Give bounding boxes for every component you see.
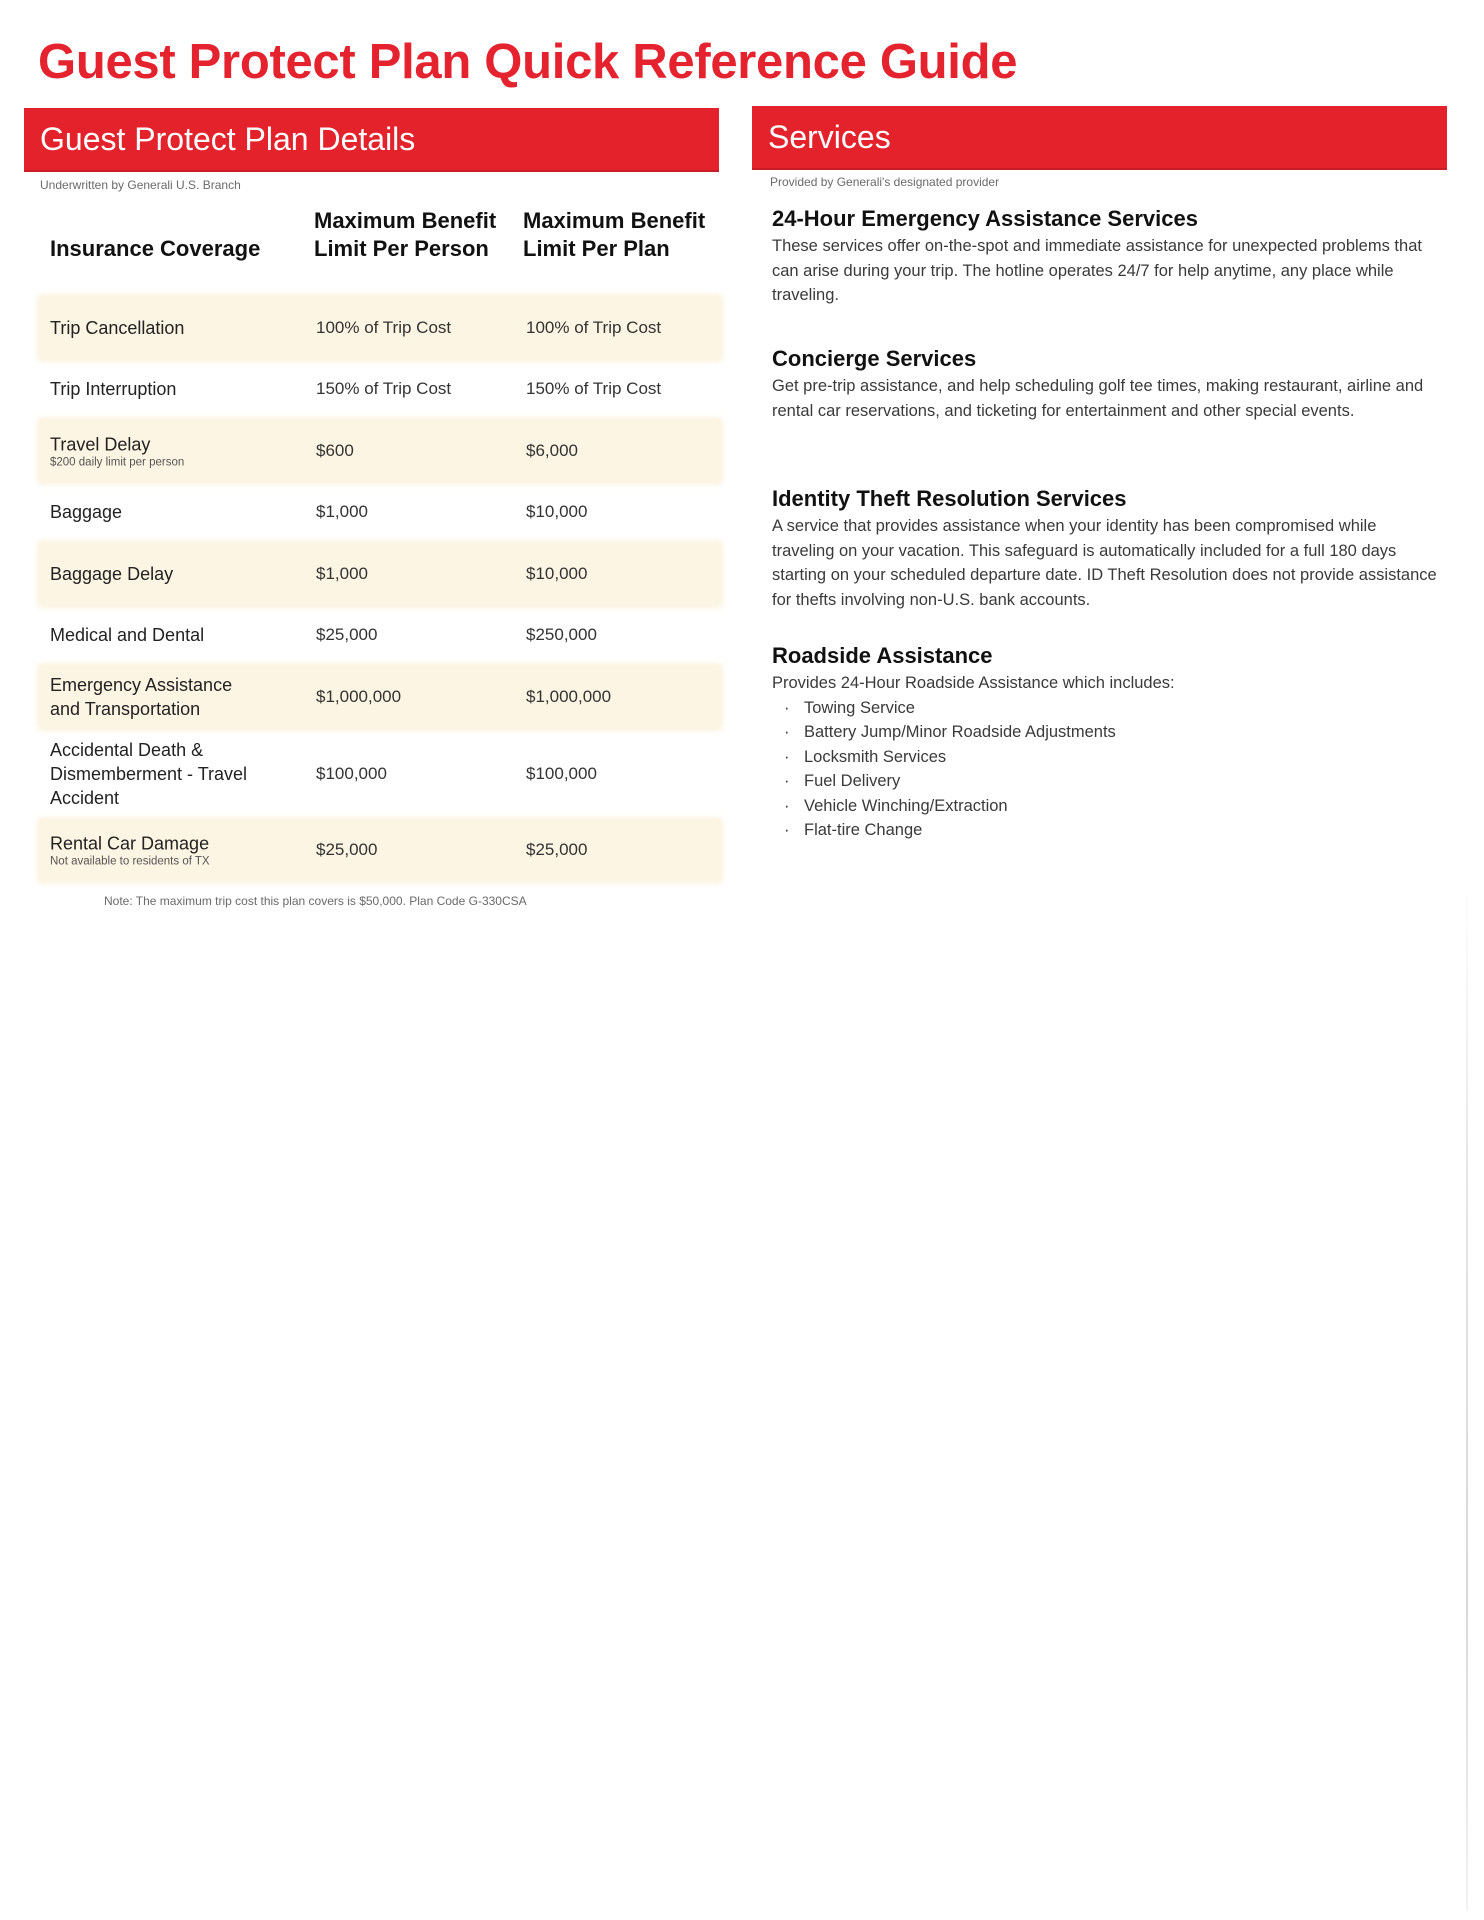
per-person-limit: $1,000,000 bbox=[316, 686, 402, 706]
table-row bbox=[40, 359, 720, 421]
per-person-limit: $1,000 bbox=[316, 563, 368, 583]
coverage-name: Rental Car Damage bbox=[50, 833, 210, 854]
coverage-name: Baggage Delay bbox=[50, 563, 174, 584]
per-plan-limit: $6,000 bbox=[526, 440, 578, 460]
per-person-limit: $100,000 bbox=[316, 763, 387, 783]
coverage-cell bbox=[50, 832, 300, 869]
per-plan-limit: 150% of Trip Cost bbox=[526, 379, 662, 399]
coverage-name: Medical and Dental bbox=[50, 625, 205, 646]
per-plan-limit: $250,000 bbox=[526, 625, 597, 645]
per-plan-limit: $25,000 bbox=[526, 840, 588, 860]
service-description: Provides 24-Hour Roadside Assistance which includes: bbox=[772, 674, 1175, 692]
per-person-limit: $600 bbox=[316, 440, 354, 460]
plan-details-banner: Guest Protect Plan Details bbox=[24, 108, 719, 170]
service-description: A service that provides assistance when your identity has been compromised while traveling on your vacation. This safeguard is automatically included for a full 180 days starting on your scheduled departure date. ID Theft Resolution does not provide assistance for thefts involving non-U.S. bank accounts. bbox=[772, 517, 1437, 609]
service-description: Get pre-trip assistance, and help scheduling golf tee times, making restaurant, airline and rental car reservations, and ticketing for entertainment and other special events. bbox=[772, 377, 1424, 420]
service-identity-theft bbox=[772, 486, 1442, 612]
table-row bbox=[40, 297, 720, 359]
service-roadside-assistance bbox=[772, 643, 1442, 843]
provider-note: Provided by Generali's designated provider bbox=[770, 175, 1000, 189]
list-item: · Locksmith Services bbox=[784, 747, 947, 766]
column-header-coverage: Insurance Coverage bbox=[50, 236, 261, 261]
per-person-limit: 100% of Trip Cost bbox=[316, 317, 452, 337]
coverage-cell bbox=[50, 432, 300, 469]
service-title: Identity Theft Resolution Services bbox=[772, 486, 1127, 511]
per-person-limit: $1,000 bbox=[316, 502, 368, 522]
coverage-name: Emergency Assistance and Transportation bbox=[50, 674, 233, 719]
service-description: These services offer on-the-spot and immediate assistance for unexpected problems that can arise during your trip. The hotline operates 24/7 for help anytime, any place while traveling. bbox=[772, 237, 1422, 304]
coverage-note: $200 daily limit per person bbox=[50, 456, 185, 469]
per-person-limit: 150% of Trip Cost bbox=[316, 379, 452, 399]
coverage-note: Not available to residents of TX bbox=[50, 855, 210, 868]
plan-footnote: Note: The maximum trip cost this plan covers is $50,000. Plan Code G-330CSA bbox=[104, 894, 527, 908]
services-banner: Services bbox=[752, 106, 1447, 168]
table-row bbox=[40, 605, 720, 667]
coverage-table bbox=[40, 205, 720, 881]
service-concierge bbox=[772, 346, 1442, 423]
table-row bbox=[40, 543, 720, 605]
list-item: · Flat-tire Change bbox=[784, 821, 923, 839]
coverage-name: Baggage bbox=[50, 502, 123, 523]
per-person-limit: $25,000 bbox=[316, 625, 378, 645]
coverage-name: Trip Interruption bbox=[50, 379, 177, 400]
table-row bbox=[40, 820, 720, 882]
coverage-name: Travel Delay bbox=[50, 434, 151, 455]
per-plan-limit: $1,000,000 bbox=[526, 686, 612, 706]
per-plan-limit: $10,000 bbox=[526, 502, 588, 522]
list-item: · Battery Jump/Minor Roadside Adjustments bbox=[784, 723, 1116, 741]
list-item: · Vehicle Winching/Extraction bbox=[784, 796, 1008, 815]
page-edge-divider bbox=[1466, 880, 1468, 1910]
table-row bbox=[40, 482, 720, 544]
list-item: · Fuel Delivery bbox=[784, 772, 901, 790]
service-emergency-assistance bbox=[772, 206, 1442, 308]
service-title: 24-Hour Emergency Assistance Services bbox=[772, 206, 1198, 231]
table-row bbox=[40, 420, 720, 482]
coverage-name: Trip Cancellation bbox=[50, 317, 185, 338]
column-header-per-person: Maximum Benefit Limit Per Person bbox=[314, 208, 497, 261]
list-item: · Towing Service bbox=[784, 698, 915, 717]
underwriter-note: Underwritten by Generali U.S. Branch bbox=[40, 178, 241, 192]
column-header-per-plan: Maximum Benefit Limit Per Plan bbox=[523, 208, 706, 261]
per-plan-limit: 100% of Trip Cost bbox=[526, 317, 662, 337]
per-plan-limit: $100,000 bbox=[526, 763, 597, 783]
table-row bbox=[40, 666, 720, 728]
page-title: Guest Protect Plan Quick Reference Guide bbox=[38, 35, 1018, 89]
roadside-list bbox=[784, 696, 1442, 843]
coverage-name: Accidental Death & Dismemberment - Travel Accident bbox=[50, 739, 248, 808]
per-plan-limit: $10,000 bbox=[526, 563, 588, 583]
coverage-table-header bbox=[40, 205, 720, 297]
service-title: Concierge Services bbox=[772, 346, 977, 371]
table-row bbox=[40, 728, 720, 820]
per-person-limit: $25,000 bbox=[316, 840, 378, 860]
service-title: Roadside Assistance bbox=[772, 643, 993, 668]
